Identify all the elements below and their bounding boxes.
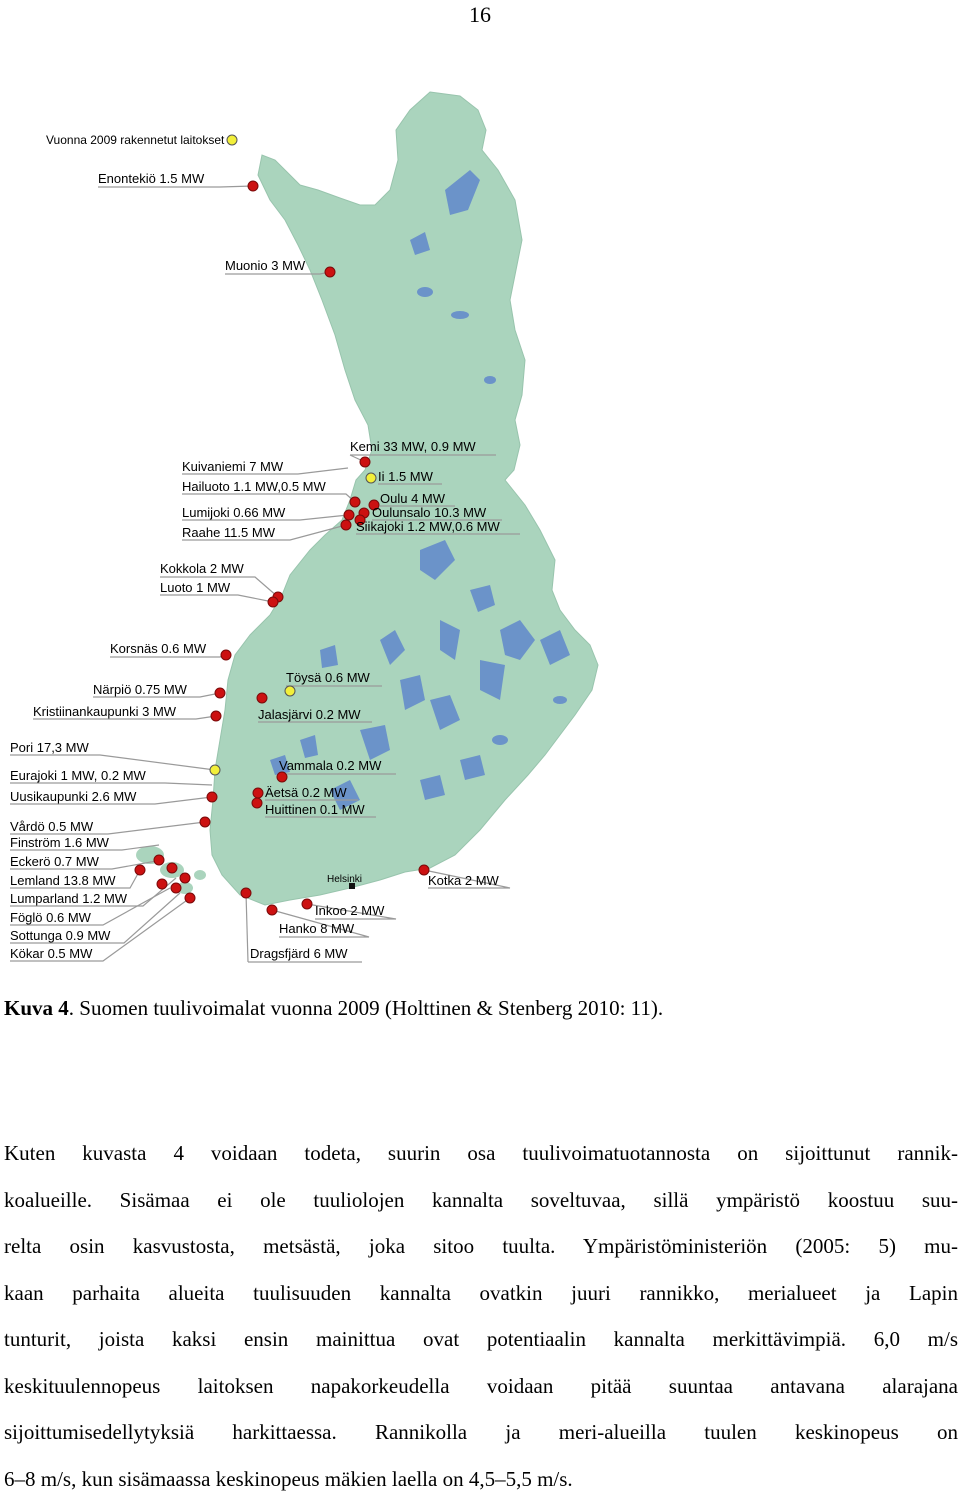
plant-label: Hanko 8 MW (279, 921, 355, 936)
plant-label: Raahe 11.5 MW (182, 525, 276, 540)
plant-label: Sottunga 0.9 MW (10, 928, 111, 943)
plant-label: Muonio 3 MW (225, 258, 306, 273)
paragraph-line: kaan parhaita alueita tuulisuuden kannalta ovatkin juuri rannikko, merialueet ja Lapin (4, 1270, 958, 1317)
plant-label: Äetsä 0.2 MW (265, 785, 347, 800)
plant-marker (135, 865, 145, 875)
plant-label: Vammala 0.2 MW (279, 758, 382, 773)
plant-label: Ii 1.5 MW (378, 469, 434, 484)
plant-label: Dragsfjärd 6 MW (250, 946, 348, 961)
plant-label: Siikajoki 1.2 MW,0.6 MW (356, 519, 500, 534)
plant-label: Pori 17,3 MW (10, 740, 89, 755)
paragraph-line: relta osin kasvustosta, metsästä, joka sitoo tuulta. Ympäristöministeriön (2005: 5) mu- (4, 1223, 958, 1270)
plant-marker (344, 510, 354, 520)
paragraph-line: sijoittumisedellytyksiä harkittaessa. Rannikolla ja meri-alueilla tuulen keskinopeus on (4, 1409, 958, 1456)
plant-label: Lemland 13.8 MW (10, 873, 116, 888)
plant-label: Vårdö 0.5 MW (10, 819, 94, 834)
plant-marker (277, 772, 287, 782)
plant-marker-2009 (366, 473, 376, 483)
plant-label: Finström 1.6 MW (10, 835, 110, 850)
city-label-helsinki: Helsinki (327, 874, 362, 885)
plant-label: Töysä 0.6 MW (286, 670, 371, 685)
legend-marker-2009 (227, 135, 237, 145)
plant-label: Korsnäs 0.6 MW (110, 641, 207, 656)
plant-label: Luoto 1 MW (160, 580, 231, 595)
plant-marker (211, 711, 221, 721)
plant-marker (248, 181, 258, 191)
plant-label: Föglö 0.6 MW (10, 910, 92, 925)
plant-label: Kotka 2 MW (428, 873, 500, 888)
plant-label: Eurajoki 1 MW, 0.2 MW (10, 768, 147, 783)
plant-label: Enontekiö 1.5 MW (98, 171, 205, 186)
plant-label: Kokkola 2 MW (160, 561, 245, 576)
plant-marker (200, 817, 210, 827)
plant-label: Inkoo 2 MW (315, 903, 385, 918)
plant-marker (341, 520, 351, 530)
finland-wind-power-map (0, 90, 960, 970)
page-number: 16 (0, 2, 960, 28)
plant-marker (157, 879, 167, 889)
paragraph-line: Kuten kuvasta 4 voidaan todeta, suurin osa tuulivoimatuotannosta on sijoittunut rannik- (4, 1130, 958, 1177)
plant-marker (241, 888, 251, 898)
plant-marker (267, 905, 277, 915)
plant-marker (185, 893, 195, 903)
plant-marker (207, 792, 217, 802)
plant-marker (252, 798, 262, 808)
figure-caption-text: . Suomen tuulivoimalat vuonna 2009 (Holttinen & Stenberg 2010: 11). (69, 996, 663, 1020)
plant-label: Jalasjärvi 0.2 MW (258, 707, 361, 722)
plant-label: Eckerö 0.7 MW (10, 854, 100, 869)
plant-marker (154, 855, 164, 865)
plant-marker (325, 267, 335, 277)
plant-marker (257, 693, 267, 703)
plant-marker-2009 (285, 686, 295, 696)
paragraph-line: keskituulennopeus laitoksen napakorkeudella voidaan pitää suuntaa antavana alarajana (4, 1363, 958, 1410)
plant-label: Kuivaniemi 7 MW (182, 459, 284, 474)
paragraph-line: tunturit, joista kaksi ensin mainittua ovat potentiaalin kannalta merkittävimpiä. 6,0 m/s (4, 1316, 958, 1363)
plant-marker (253, 788, 263, 798)
plant-label: Kemi 33 MW, 0.9 MW (350, 439, 476, 454)
plant-label: Kristiinankaupunki 3 MW (33, 704, 177, 719)
plant-marker (221, 650, 231, 660)
plant-marker (350, 497, 360, 507)
plant-label: Lumparland 1.2 MW (10, 891, 128, 906)
figure-caption (4, 996, 956, 1021)
plant-marker (180, 873, 190, 883)
paragraph-line: 6–8 m/s, kun sisämaassa keskinopeus mäkien laella on 4,5–5,5 m/s. (4, 1456, 958, 1502)
plant-marker (215, 688, 225, 698)
plant-marker (360, 457, 370, 467)
plant-label: Huittinen 0.1 MW (265, 802, 365, 817)
plant-marker (171, 883, 181, 893)
plant-label: Lumijoki 0.66 MW (182, 505, 286, 520)
plant-label: Kökar 0.5 MW (10, 946, 93, 961)
plant-marker (268, 597, 278, 607)
plant-label: Uusikaupunki 2.6 MW (10, 789, 137, 804)
plant-marker (167, 863, 177, 873)
map-svg (0, 90, 960, 970)
map-legend-label: Vuonna 2009 rakennetut laitokset (46, 133, 225, 147)
plant-label: Hailuoto 1.1 MW,0.5 MW (182, 479, 326, 494)
plant-marker (302, 899, 312, 909)
plant-marker-2009 (210, 765, 220, 775)
plant-label: Närpiö 0.75 MW (93, 682, 188, 697)
plant-label: Oulunsalo 10.3 MW (372, 505, 487, 520)
paragraph-line: koalueille. Sisämaa ei ole tuuliolojen kannalta soveltuvaa, sillä ympäristö koostuu suu- (4, 1177, 958, 1224)
body-paragraph (4, 1130, 958, 1502)
plant-label: Oulu 4 MW (380, 491, 446, 506)
figure-caption-label: Kuva 4 (4, 996, 69, 1020)
